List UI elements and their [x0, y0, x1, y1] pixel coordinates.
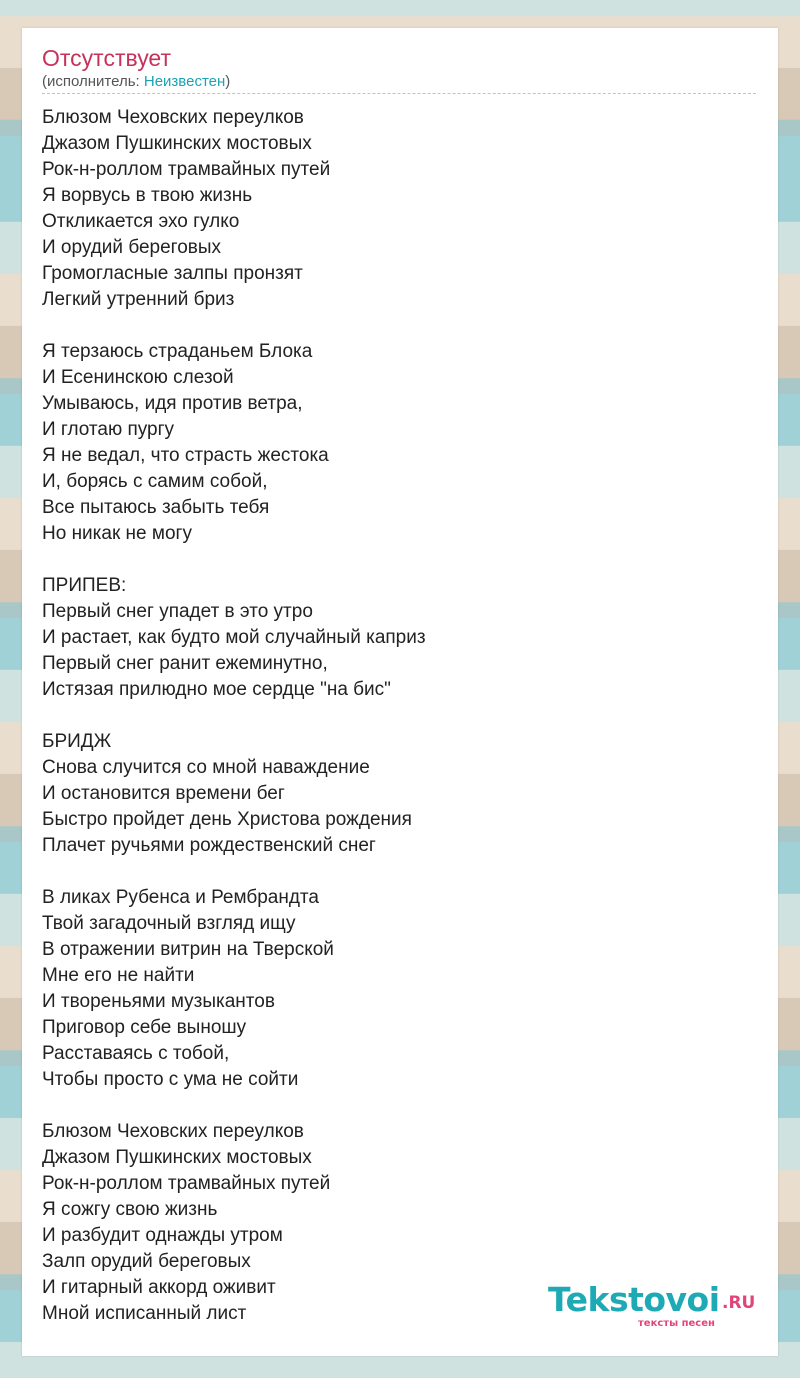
stanza-break: [42, 313, 742, 339]
lyric-line: Я терзаюсь страданьем Блока: [42, 341, 313, 362]
lyric-line: И, борясь с самим собой,: [42, 471, 268, 492]
lyric-line: В отражении витрин на Тверской: [42, 939, 334, 960]
stanza-break: [42, 547, 742, 573]
lyric-line: Первый снег ранит ежеминутно,: [42, 653, 328, 674]
lyric-line: И Есенинскою слезой: [42, 367, 234, 388]
lyric-line: Истязая прилюдно мое сердце "на бис": [42, 679, 391, 700]
lyric-line: Рок-н-роллом трамвайных путей: [42, 1173, 331, 1194]
lyric-line: Блюзом Чеховских переулков: [42, 107, 304, 128]
lyric-line: Снова случится со мной наваждение: [42, 757, 370, 778]
site-logo[interactable]: [548, 1282, 758, 1332]
stanza-break: [42, 703, 742, 729]
lyric-line: Громогласные залпы пронзят: [42, 263, 303, 284]
lyric-line: Мне его не найти: [42, 965, 195, 986]
lyric-line: Расставаясь с тобой,: [42, 1043, 230, 1064]
logo-domain: .RU: [722, 1293, 756, 1313]
lyric-line: И растает, как будто мой случайный каприз: [42, 627, 426, 648]
stanza-break: [42, 1093, 742, 1119]
lyric-line: Все пытаюсь забыть тебя: [42, 497, 270, 518]
lyric-line: И остановится времени бег: [42, 783, 285, 804]
lyric-line: Быстро пройдет день Христова рождения: [42, 809, 412, 830]
lyric-line: Плачет ручьями рождественский снег: [42, 835, 376, 856]
lyric-line: Откликается эхо гулко: [42, 211, 240, 232]
song-title: Отсутствует: [42, 45, 171, 71]
lyric-line: И разбудит однажды утром: [42, 1225, 283, 1246]
lyric-line: Твой загадочный взгляд ищу: [42, 913, 296, 934]
lyric-line: Но никак не могу: [42, 523, 192, 544]
lyric-line: Первый снег упадет в это утро: [42, 601, 313, 622]
artist-line: [42, 72, 230, 92]
lyrics-text: [42, 105, 742, 1327]
lyric-line: Я сожгу свою жизнь: [42, 1199, 218, 1220]
lyric-line: Я ворвусь в твою жизнь: [42, 185, 253, 206]
lyric-line: В ликах Рубенса и Рембрандта: [42, 887, 319, 908]
artist-prefix: (исполнитель:: [42, 73, 144, 90]
lyric-line: Умываюсь, идя против ветра,: [42, 393, 303, 414]
lyric-line: Мной исписанный лист: [42, 1303, 247, 1324]
lyric-line: И орудий береговых: [42, 237, 222, 258]
lyric-line: Чтобы просто с ума не сойти: [42, 1069, 299, 1090]
lyric-line: И гитарный аккорд оживит: [42, 1277, 276, 1298]
lyric-line: И глотаю пургу: [42, 419, 175, 440]
lyrics-card: [22, 28, 778, 1356]
lyric-line: ПРИПЕВ:: [42, 575, 127, 596]
lyric-line: Легкий утренний бриз: [42, 289, 235, 310]
artist-link[interactable]: Неизвестен: [143, 73, 226, 90]
lyric-line: Рок-н-роллом трамвайных путей: [42, 159, 331, 180]
lyric-line: Приговор себе выношу: [42, 1017, 247, 1038]
lyric-line: Джазом Пушкинских мостовых: [42, 133, 312, 154]
logo-wordmark: Tekstovoi: [548, 1280, 720, 1319]
lyric-line: Я не ведал, что страсть жестока: [42, 445, 329, 466]
lyric-line: Залп орудий береговых: [42, 1251, 251, 1272]
lyric-line: И твореньями музыкантов: [42, 991, 275, 1012]
lyric-line: БРИДЖ: [42, 731, 112, 752]
lyric-line: Блюзом Чеховских переулков: [42, 1121, 304, 1142]
stanza-break: [42, 859, 742, 885]
artist-suffix: ): [225, 73, 231, 90]
logo-tagline: тексты песен: [638, 1318, 715, 1329]
title-divider: [42, 93, 756, 94]
lyric-line: Джазом Пушкинских мостовых: [42, 1147, 312, 1168]
